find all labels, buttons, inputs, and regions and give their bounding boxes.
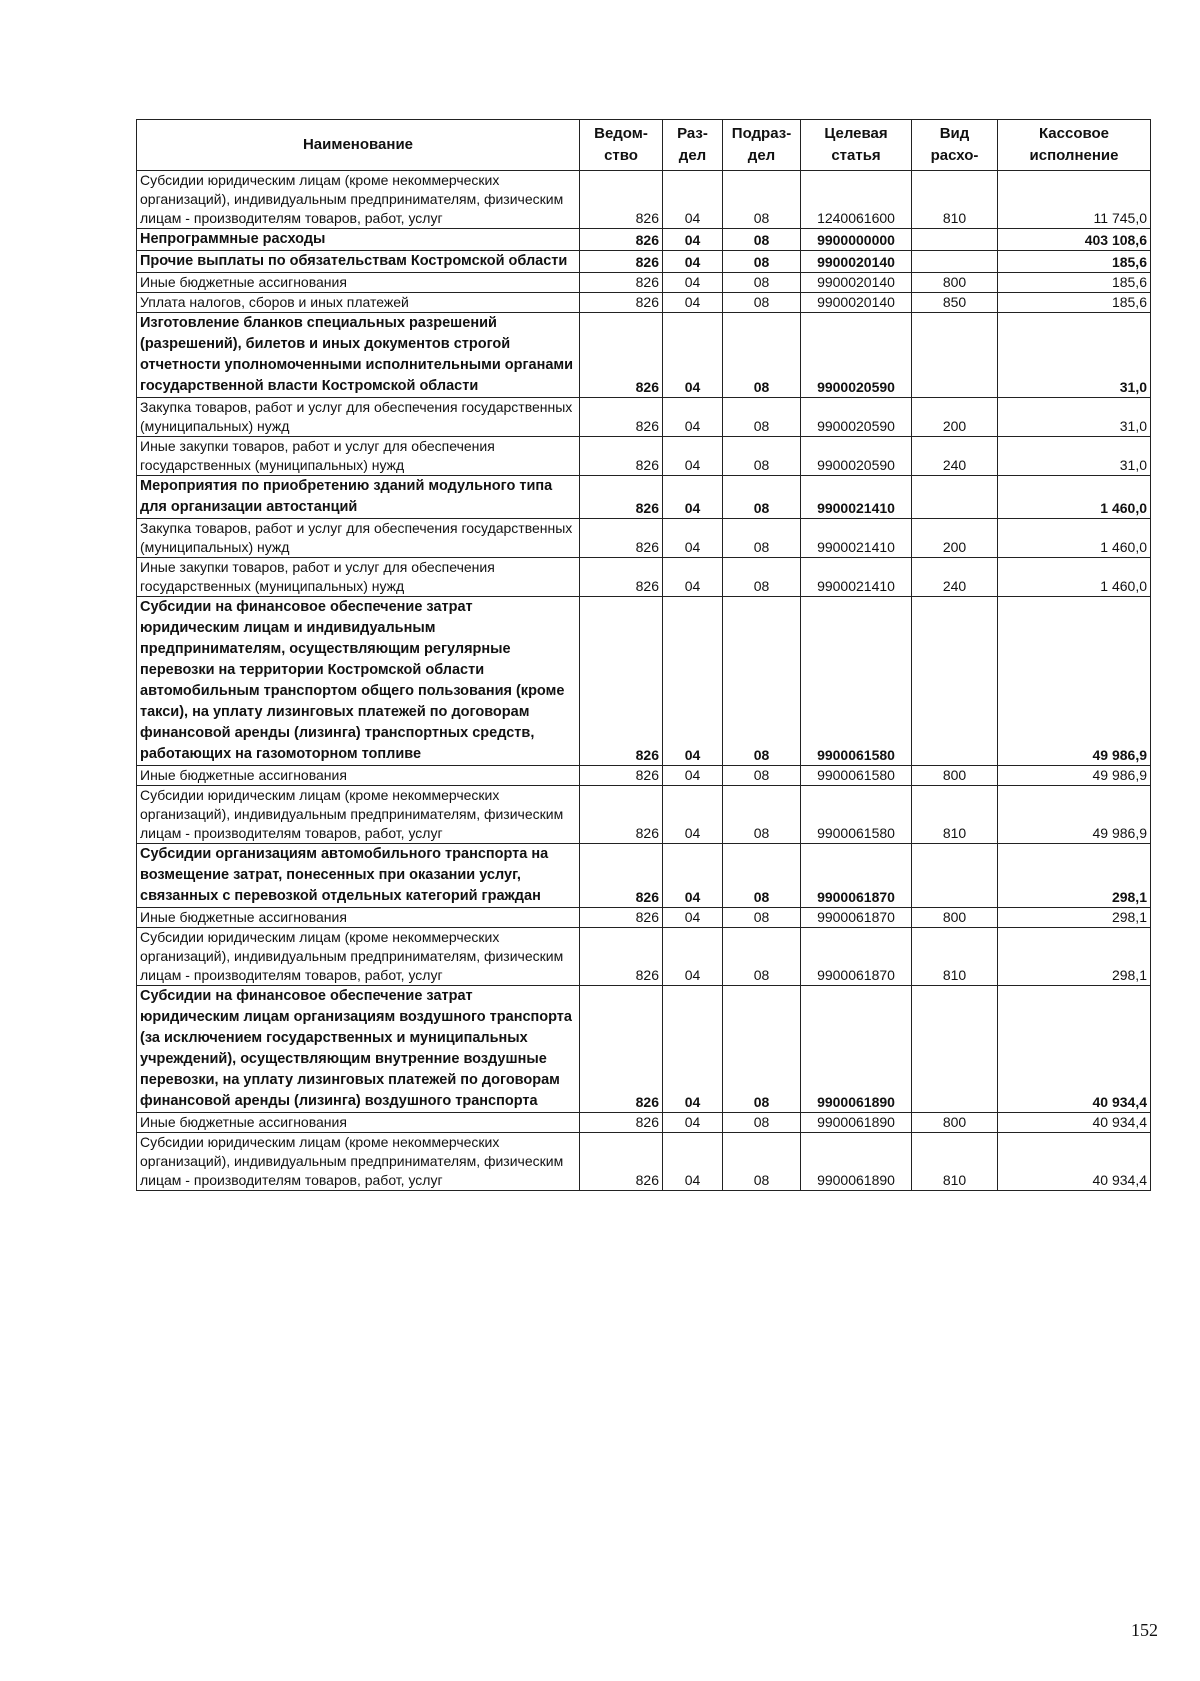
cell-kassovoe-ispolnenie: 403 108,6 (998, 229, 1151, 251)
table-row (137, 928, 1151, 986)
table-row (137, 844, 1151, 908)
cell-name: Закупка товаров, работ и услуг для обеспечения государственных (муниципальных) нужд (137, 519, 580, 558)
cell-kassovoe-ispolnenie: 1 460,0 (998, 476, 1151, 519)
cell-name: Закупка товаров, работ и услуг для обеспечения государственных (муниципальных) нужд (137, 398, 580, 437)
cell-podrazdel: 08 (723, 313, 801, 398)
cell-kassovoe-ispolnenie: 11 745,0 (998, 171, 1151, 229)
cell-kassovoe-ispolnenie: 298,1 (998, 844, 1151, 908)
cell-celevaya-statya: 9900020140 (801, 273, 912, 293)
cell-name: Субсидии организациям автомобильного транспорта на возмещение затрат, понесенных при оказании услуг, связанных с перевозкой отдельных категорий граждан (137, 844, 580, 908)
table-row (137, 251, 1151, 273)
cell-vedomstvo: 826 (580, 293, 663, 313)
table-header-row (137, 120, 1151, 171)
cell-vid-rashodov: 800 (912, 1113, 998, 1133)
cell-razdel: 04 (663, 251, 723, 273)
header-name: Наименование (137, 120, 580, 171)
cell-razdel: 04 (663, 558, 723, 597)
cell-podrazdel: 08 (723, 986, 801, 1113)
cell-vedomstvo: 826 (580, 519, 663, 558)
cell-name: Субсидии на финансовое обеспечение затрат юридическим лицам организациям воздушного транспорта (за исключением государственных и муниципальных учреждений), осуществляющим внутренние воздушные перевозки, на уплату лизинговых платежей по договорам финансовой аренды (лизинга) воздушного транспорта (137, 986, 580, 1113)
cell-celevaya-statya: 9900020590 (801, 437, 912, 476)
cell-name: Мероприятия по приобретению зданий модульного типа для организации автостанций (137, 476, 580, 519)
cell-razdel: 04 (663, 437, 723, 476)
cell-razdel: 04 (663, 908, 723, 928)
cell-razdel: 04 (663, 1133, 723, 1191)
cell-vid-rashodov: 240 (912, 437, 998, 476)
header-podrazdel: Подраз- дел (723, 120, 801, 171)
cell-podrazdel: 08 (723, 844, 801, 908)
cell-kassovoe-ispolnenie: 40 934,4 (998, 986, 1151, 1113)
cell-podrazdel: 08 (723, 1133, 801, 1191)
cell-razdel: 04 (663, 597, 723, 766)
cell-vedomstvo: 826 (580, 437, 663, 476)
table-row (137, 273, 1151, 293)
cell-celevaya-statya: 9900061870 (801, 928, 912, 986)
cell-name: Иные бюджетные ассигнования (137, 273, 580, 293)
cell-podrazdel: 08 (723, 437, 801, 476)
cell-vedomstvo: 826 (580, 597, 663, 766)
cell-vid-rashodov: 810 (912, 171, 998, 229)
cell-podrazdel: 08 (723, 1113, 801, 1133)
table-row (137, 1133, 1151, 1191)
cell-name: Иные бюджетные ассигнования (137, 766, 580, 786)
table-row (137, 908, 1151, 928)
table-row (137, 986, 1151, 1113)
cell-podrazdel: 08 (723, 558, 801, 597)
cell-vid-rashodov (912, 986, 998, 1113)
cell-kassovoe-ispolnenie: 40 934,4 (998, 1133, 1151, 1191)
cell-razdel: 04 (663, 293, 723, 313)
table-row (137, 476, 1151, 519)
cell-name: Прочие выплаты по обязательствам Костромской области (137, 251, 580, 273)
cell-celevaya-statya: 9900020140 (801, 251, 912, 273)
header-kassovoe-ispolnenie: Кассовое исполнение (998, 120, 1151, 171)
table-row (137, 171, 1151, 229)
cell-vid-rashodov: 810 (912, 786, 998, 844)
cell-vid-rashodov (912, 476, 998, 519)
cell-vid-rashodov (912, 844, 998, 908)
header-razdel: Раз- дел (663, 120, 723, 171)
table-row (137, 786, 1151, 844)
cell-vedomstvo: 826 (580, 558, 663, 597)
cell-vedomstvo: 826 (580, 928, 663, 986)
cell-podrazdel: 08 (723, 171, 801, 229)
cell-razdel: 04 (663, 1113, 723, 1133)
cell-podrazdel: 08 (723, 476, 801, 519)
table-row (137, 437, 1151, 476)
cell-podrazdel: 08 (723, 293, 801, 313)
cell-razdel: 04 (663, 928, 723, 986)
cell-vedomstvo: 826 (580, 1113, 663, 1133)
table-row (137, 398, 1151, 437)
table-row (137, 766, 1151, 786)
cell-name: Иные бюджетные ассигнования (137, 908, 580, 928)
table-row (137, 558, 1151, 597)
cell-celevaya-statya: 9900021410 (801, 519, 912, 558)
cell-celevaya-statya: 9900000000 (801, 229, 912, 251)
cell-razdel: 04 (663, 229, 723, 251)
table-row (137, 597, 1151, 766)
cell-kassovoe-ispolnenie: 185,6 (998, 293, 1151, 313)
cell-vedomstvo: 826 (580, 1133, 663, 1191)
cell-vid-rashodov (912, 251, 998, 273)
cell-vedomstvo: 826 (580, 313, 663, 398)
cell-celevaya-statya: 9900020590 (801, 313, 912, 398)
cell-vid-rashodov: 240 (912, 558, 998, 597)
cell-name: Субсидии юридическим лицам (кроме некоммерческих организаций), индивидуальным предпринимателям, физическим лицам - производителям товаров, работ, услуг (137, 171, 580, 229)
cell-podrazdel: 08 (723, 786, 801, 844)
cell-razdel: 04 (663, 313, 723, 398)
cell-razdel: 04 (663, 273, 723, 293)
cell-razdel: 04 (663, 844, 723, 908)
cell-celevaya-statya: 9900061580 (801, 786, 912, 844)
cell-vedomstvo: 826 (580, 398, 663, 437)
cell-razdel: 04 (663, 171, 723, 229)
cell-podrazdel: 08 (723, 928, 801, 986)
cell-vedomstvo: 826 (580, 986, 663, 1113)
cell-vedomstvo: 826 (580, 251, 663, 273)
cell-kassovoe-ispolnenie: 298,1 (998, 928, 1151, 986)
cell-vid-rashodov (912, 597, 998, 766)
table-row (137, 313, 1151, 398)
cell-name: Иные закупки товаров, работ и услуг для обеспечения государственных (муниципальных) нужд (137, 437, 580, 476)
cell-razdel: 04 (663, 766, 723, 786)
cell-celevaya-statya: 9900061870 (801, 908, 912, 928)
cell-kassovoe-ispolnenie: 31,0 (998, 437, 1151, 476)
cell-celevaya-statya: 9900061890 (801, 1113, 912, 1133)
header-celevaya-statya: Целевая статья (801, 120, 912, 171)
cell-kassovoe-ispolnenie: 298,1 (998, 908, 1151, 928)
cell-razdel: 04 (663, 476, 723, 519)
cell-vedomstvo: 826 (580, 229, 663, 251)
cell-name: Субсидии юридическим лицам (кроме некоммерческих организаций), индивидуальным предпринимателям, физическим лицам - производителям товаров, работ, услуг (137, 928, 580, 986)
cell-vedomstvo: 826 (580, 766, 663, 786)
cell-vedomstvo: 826 (580, 908, 663, 928)
cell-vid-rashodov: 200 (912, 519, 998, 558)
table-row (137, 1113, 1151, 1133)
cell-podrazdel: 08 (723, 597, 801, 766)
table-row (137, 519, 1151, 558)
cell-name: Уплата налогов, сборов и иных платежей (137, 293, 580, 313)
header-vedomstvo: Ведом- ство (580, 120, 663, 171)
cell-name: Субсидии юридическим лицам (кроме некоммерческих организаций), индивидуальным предпринимателям, физическим лицам - производителям товаров, работ, услуг (137, 786, 580, 844)
cell-podrazdel: 08 (723, 229, 801, 251)
cell-vedomstvo: 826 (580, 476, 663, 519)
cell-vid-rashodov (912, 313, 998, 398)
cell-podrazdel: 08 (723, 766, 801, 786)
cell-kassovoe-ispolnenie: 31,0 (998, 313, 1151, 398)
cell-podrazdel: 08 (723, 398, 801, 437)
budget-table (136, 119, 1151, 1191)
cell-vedomstvo: 826 (580, 844, 663, 908)
cell-name: Изготовление бланков специальных разрешений (разрешений), билетов и иных документов строгой отчетности уполномоченными исполнительными органами государственной власти Костромской области (137, 313, 580, 398)
header-vid-rashodov: Вид расхо- (912, 120, 998, 171)
page-number: 152 (1131, 1620, 1158, 1640)
cell-kassovoe-ispolnenie: 185,6 (998, 251, 1151, 273)
cell-kassovoe-ispolnenie: 1 460,0 (998, 519, 1151, 558)
table-row (137, 293, 1151, 313)
cell-kassovoe-ispolnenie: 31,0 (998, 398, 1151, 437)
cell-celevaya-statya: 9900061890 (801, 986, 912, 1113)
cell-razdel: 04 (663, 398, 723, 437)
cell-name: Иные бюджетные ассигнования (137, 1113, 580, 1133)
cell-celevaya-statya: 9900021410 (801, 476, 912, 519)
cell-celevaya-statya: 9900061580 (801, 766, 912, 786)
cell-vid-rashodov (912, 229, 998, 251)
cell-razdel: 04 (663, 986, 723, 1113)
cell-kassovoe-ispolnenie: 49 986,9 (998, 786, 1151, 844)
cell-vedomstvo: 826 (580, 786, 663, 844)
cell-celevaya-statya: 9900020590 (801, 398, 912, 437)
cell-kassovoe-ispolnenie: 40 934,4 (998, 1113, 1151, 1133)
cell-name: Непрограммные расходы (137, 229, 580, 251)
cell-vedomstvo: 826 (580, 171, 663, 229)
cell-vid-rashodov: 810 (912, 1133, 998, 1191)
cell-vid-rashodov: 800 (912, 273, 998, 293)
cell-podrazdel: 08 (723, 273, 801, 293)
cell-podrazdel: 08 (723, 519, 801, 558)
cell-vid-rashodov: 800 (912, 766, 998, 786)
cell-kassovoe-ispolnenie: 1 460,0 (998, 558, 1151, 597)
cell-name: Иные закупки товаров, работ и услуг для обеспечения государственных (муниципальных) нужд (137, 558, 580, 597)
cell-celevaya-statya: 9900061580 (801, 597, 912, 766)
cell-podrazdel: 08 (723, 251, 801, 273)
cell-vid-rashodov: 800 (912, 908, 998, 928)
cell-celevaya-statya: 1240061600 (801, 171, 912, 229)
cell-razdel: 04 (663, 786, 723, 844)
cell-vedomstvo: 826 (580, 273, 663, 293)
cell-name: Субсидии юридическим лицам (кроме некоммерческих организаций), индивидуальным предпринимателям, физическим лицам - производителям товаров, работ, услуг (137, 1133, 580, 1191)
cell-celevaya-statya: 9900061870 (801, 844, 912, 908)
cell-razdel: 04 (663, 519, 723, 558)
cell-name: Субсидии на финансовое обеспечение затрат юридическим лицам и индивидуальным предпринимателям, осуществляющим регулярные перевозки на территории Костромской области автомобильным транспортом общего пользования (кроме такси), на уплату лизинговых платежей по договорам финансовой аренды (лизинга) транспортных средств, работающих на газомоторном топливе (137, 597, 580, 766)
cell-vid-rashodov: 810 (912, 928, 998, 986)
cell-celevaya-statya: 9900061890 (801, 1133, 912, 1191)
cell-vid-rashodov: 850 (912, 293, 998, 313)
cell-celevaya-statya: 9900020140 (801, 293, 912, 313)
cell-kassovoe-ispolnenie: 49 986,9 (998, 597, 1151, 766)
cell-podrazdel: 08 (723, 908, 801, 928)
cell-vid-rashodov: 200 (912, 398, 998, 437)
cell-celevaya-statya: 9900021410 (801, 558, 912, 597)
cell-kassovoe-ispolnenie: 185,6 (998, 273, 1151, 293)
table-row (137, 229, 1151, 251)
cell-kassovoe-ispolnenie: 49 986,9 (998, 766, 1151, 786)
